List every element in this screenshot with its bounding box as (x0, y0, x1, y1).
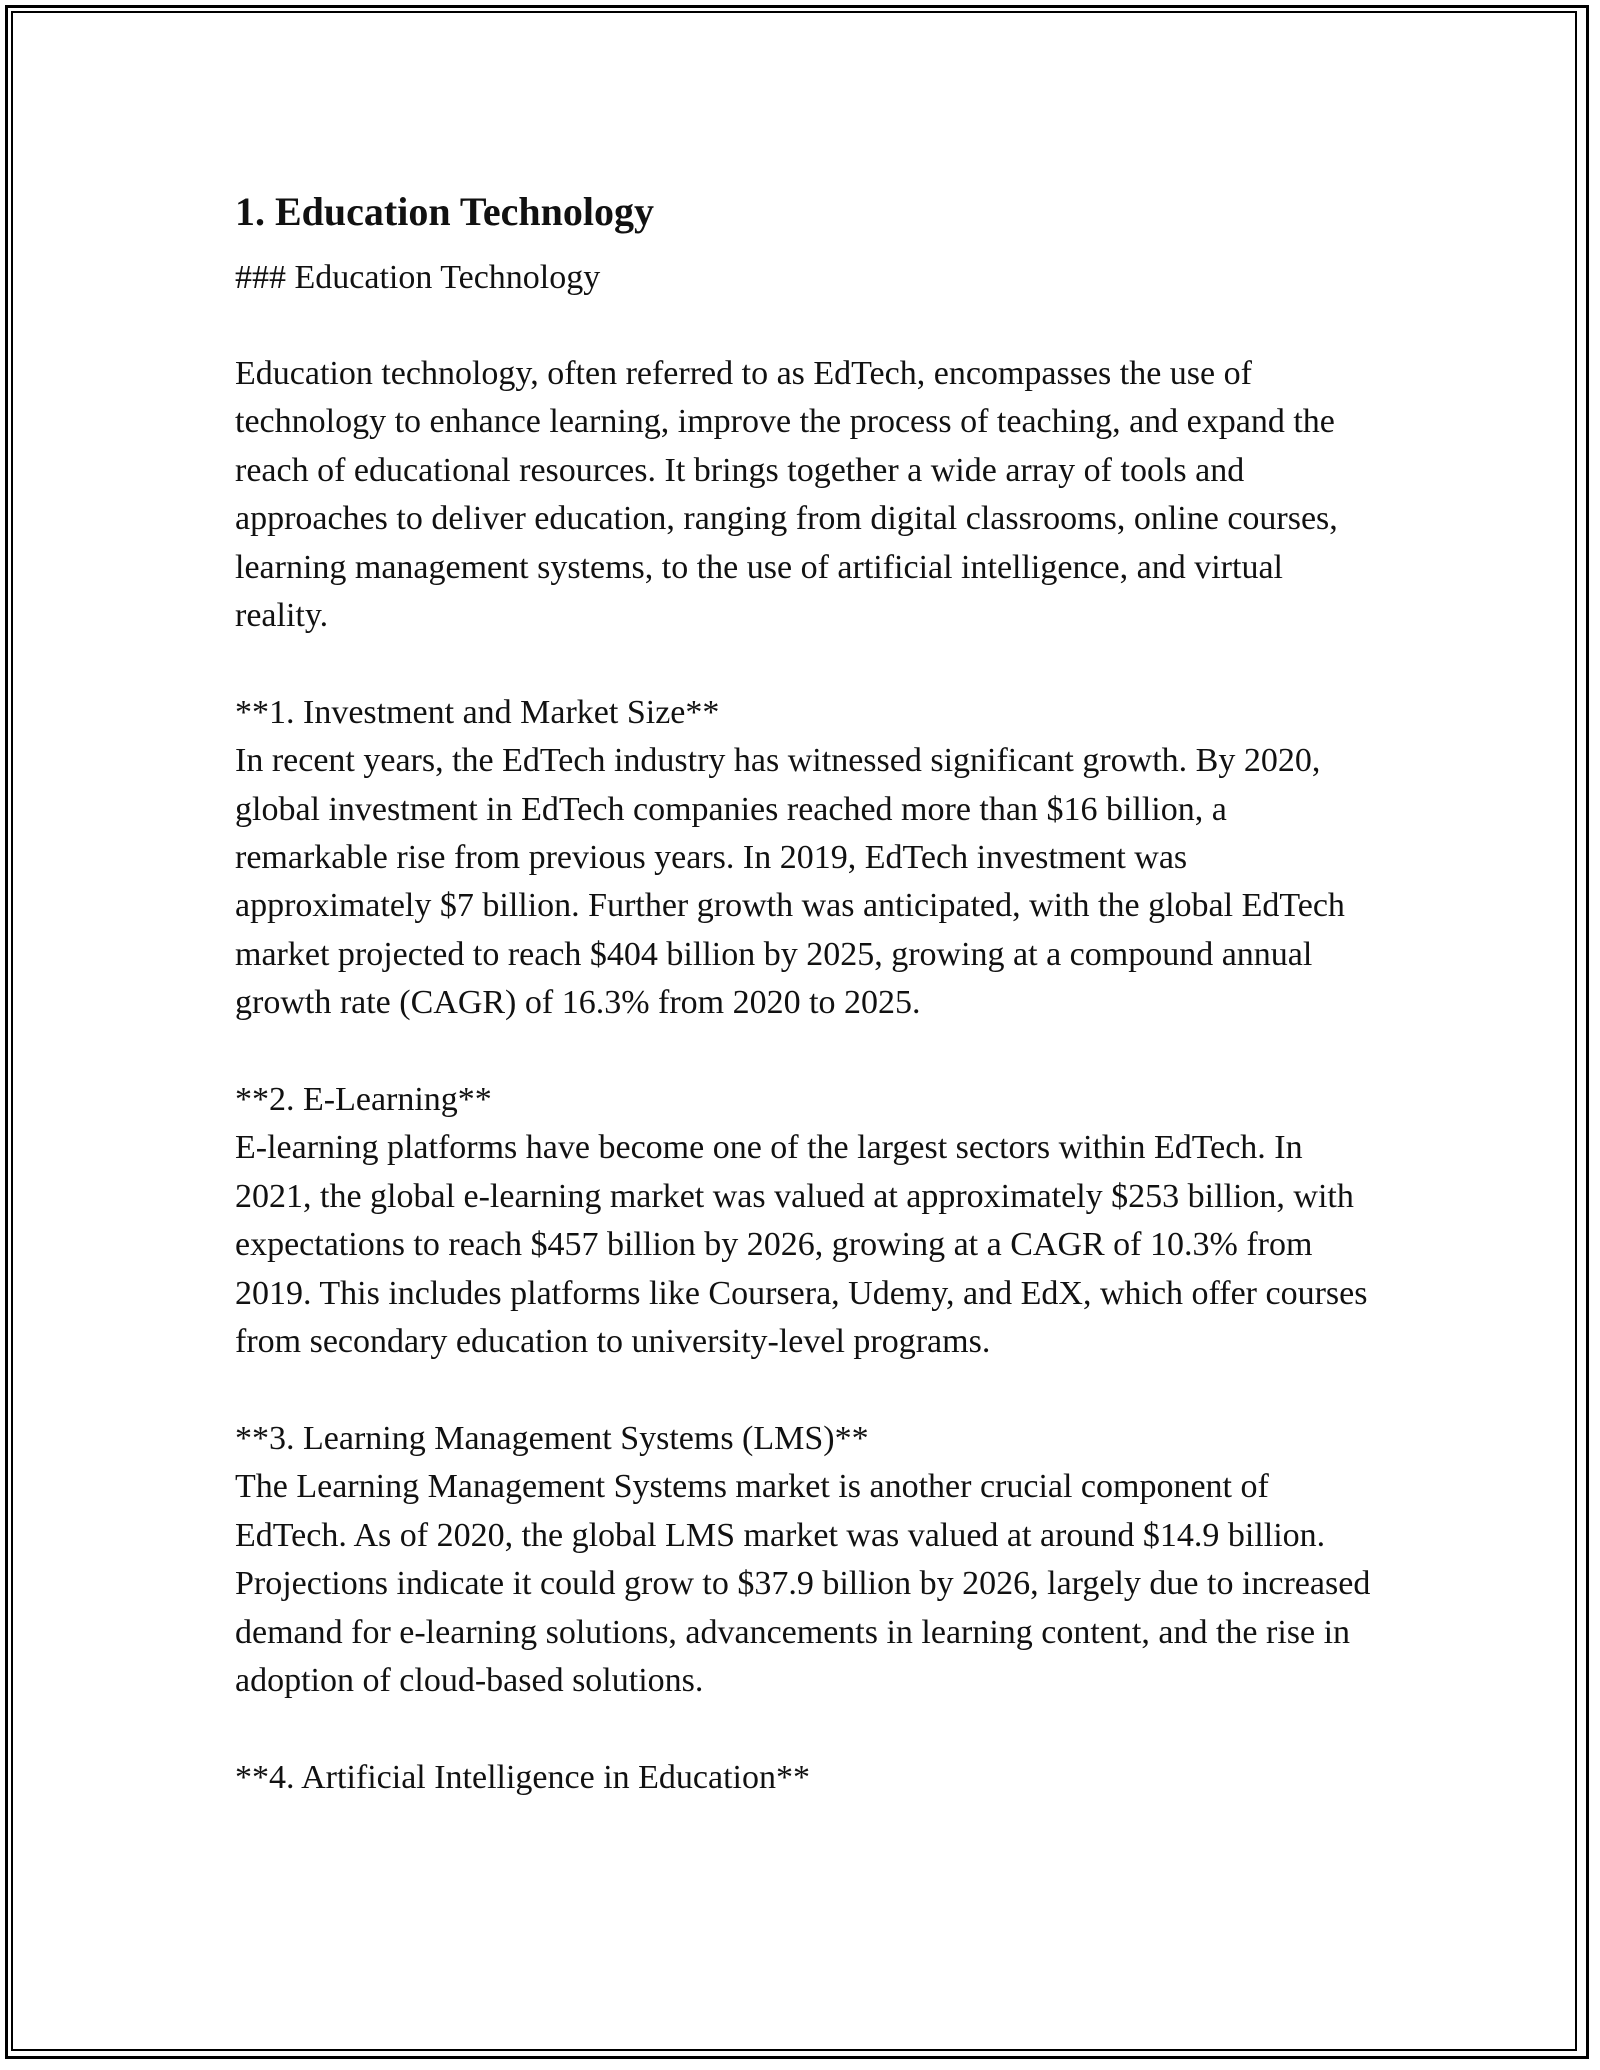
document-title: 1. Education Technology (235, 189, 655, 234)
section-body-lms: The Learning Management Systems market is another crucial component of EdTech. As of 2020, the global LMS market was valued at around $14.9 billion. Projections indicate it could grow to $37.9 billion by 2026, largely due to increased demand for e-learning solutions, advancements in learning content, and the rise in adoption of cloud-based solutions. (235, 1468, 1371, 1699)
section-body-investment: In recent years, the EdTech industry has witnessed significant growth. By 2020, global investment in EdTech companies reached more than $16 billion, a remarkable rise from previous years. In 2019, EdTech investment was approximately $7 billion. Further growth was anticipated, with the global EdTech market projected to reach $404 billion by 2025, growing at a compound annual growth rate (CAGR) of 16.3% from 2020 to 2025. (235, 742, 1345, 1022)
section-heading-investment: **1. Investment and Market Size** (235, 693, 720, 731)
section-body-elearning: E-learning platforms have become one of the largest sectors within EdTech. In 2021, the global e-learning market was valued at approximately $253 billion, with expectations to reach $457 billion by 2026, growing at a CAGR of 10.3% from 2019. This includes platforms like Coursera, Udemy, and EdX, which offer courses from secondary education to university-level programs. (235, 1129, 1368, 1361)
section-heading-lms: **3. Learning Management Systems (LMS)** (235, 1419, 869, 1457)
section-heading-ai: **4. Artificial Intelligence in Education** (235, 1758, 810, 1796)
document-content (235, 186, 1375, 1802)
document-subheading: ### Education Technology (235, 259, 601, 296)
intro-paragraph: Education technology, often referred to as EdTech, encompasses the use of technology to enhance learning, improve the process of teaching, and expand the reach of educational resources. It brings together a wide array of tools and approaches to deliver education, ranging from digital classrooms, online courses, learning management systems, to the use of artificial intelligence, and virtual reality. (235, 355, 1338, 635)
section-heading-elearning: **2. E-Learning** (235, 1081, 492, 1119)
